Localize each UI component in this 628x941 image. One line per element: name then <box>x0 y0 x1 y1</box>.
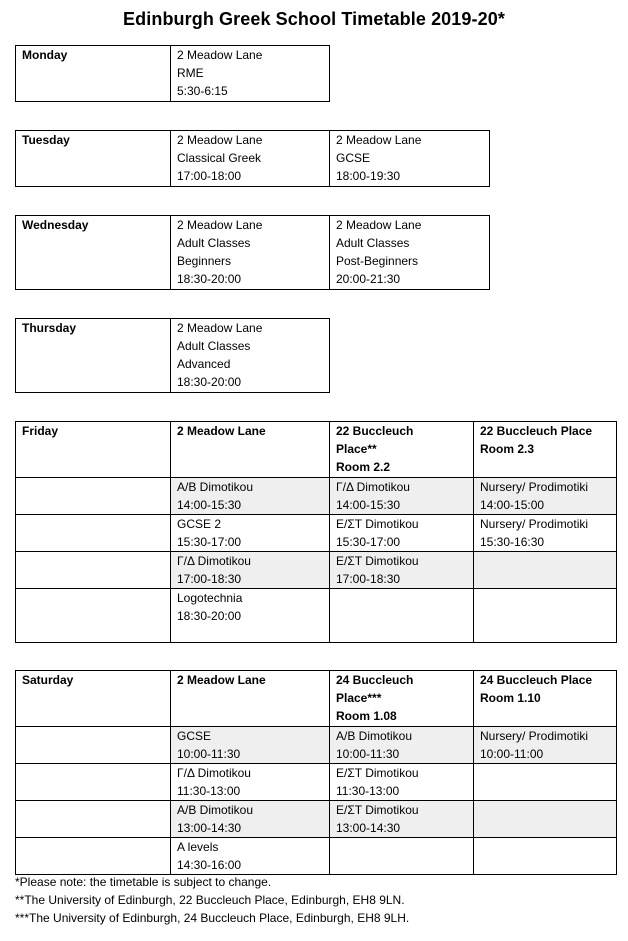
location-header <box>171 422 330 478</box>
session-cell <box>330 515 474 552</box>
room-text: Room 1.08 <box>336 709 397 723</box>
session-cell <box>330 131 490 187</box>
day-spacer <box>16 589 171 643</box>
time-text: 14:00-15:30 <box>336 498 401 512</box>
class-text: Adult Classes <box>177 236 251 250</box>
location-header <box>474 422 617 478</box>
empty-cell <box>474 764 617 801</box>
day-spacer <box>16 801 171 838</box>
time-text: 18:00-19:30 <box>336 169 401 183</box>
location-text: 2 Meadow Lane <box>177 133 263 147</box>
class-text: E/ΣT Dimotikou <box>336 517 419 531</box>
location-header <box>330 422 474 478</box>
session-cell <box>171 552 330 589</box>
location-text: 2 Meadow Lane <box>177 321 263 335</box>
day-label-thursday: Thursday <box>16 319 171 393</box>
session-cell <box>171 764 330 801</box>
friday-table <box>15 421 617 643</box>
time-text: 10:00-11:30 <box>336 747 400 761</box>
session-cell <box>474 478 617 515</box>
room-text: Room 1.10 <box>480 691 541 705</box>
location-text: Place*** <box>336 691 382 705</box>
session-cell <box>171 46 330 102</box>
footnote: *Please note: the timetable is subject to change. <box>15 875 272 889</box>
day-label-wednesday: Wednesday <box>16 216 171 290</box>
time-text: 14:30-16:00 <box>177 858 242 872</box>
location-text: 2 Meadow Lane <box>177 218 263 232</box>
class-text: A/B Dimotikou <box>336 729 413 743</box>
time-text: 18:30-20:00 <box>177 272 242 286</box>
day-spacer <box>16 478 171 515</box>
class-text: Nursery/ Prodimotiki <box>480 480 589 494</box>
class-text: Nursery/ Prodimotiki <box>480 729 589 743</box>
session-cell <box>330 801 474 838</box>
class-text: Γ/Δ Dimotikou <box>177 554 251 568</box>
class-text: Nursery/ Prodimotiki <box>480 517 589 531</box>
class-text: A/B Dimotikou <box>177 803 254 817</box>
session-cell <box>330 552 474 589</box>
session-cell <box>171 515 330 552</box>
time-text: 18:30-20:00 <box>177 375 242 389</box>
location-text: 22 Buccleuch Place <box>480 424 593 438</box>
session-cell <box>171 838 330 875</box>
class-text: RME <box>177 66 204 80</box>
class-text: A/B Dimotikou <box>177 480 254 494</box>
session-cell <box>330 478 474 515</box>
level-text: Post-Beginners <box>336 254 419 268</box>
time-text: 17:00-18:30 <box>336 572 401 586</box>
session-cell <box>171 131 330 187</box>
tuesday-table <box>15 130 490 187</box>
time-text: 20:00-21:30 <box>336 272 401 286</box>
class-text: A levels <box>177 840 219 854</box>
empty-cell <box>474 589 617 643</box>
session-cell <box>171 801 330 838</box>
class-text: E/ΣT Dimotikou <box>336 803 419 817</box>
saturday-table <box>15 670 617 875</box>
footnote: **The University of Edinburgh, 22 Buccleuch Place, Edinburgh, EH8 9LN. <box>15 893 405 907</box>
class-text: Adult Classes <box>177 339 251 353</box>
time-text: 15:30-16:30 <box>480 535 545 549</box>
class-text: Γ/Δ Dimotikou <box>336 480 410 494</box>
empty-cell <box>474 801 617 838</box>
session-cell <box>330 764 474 801</box>
class-text: Logotechnia <box>177 591 243 605</box>
day-label-monday: Monday <box>16 46 171 102</box>
session-cell <box>474 515 617 552</box>
location-text: 22 Buccleuch <box>336 424 414 438</box>
time-text: 14:00-15:00 <box>480 498 545 512</box>
level-text: Advanced <box>177 357 231 371</box>
time-text: 5:30-6:15 <box>177 84 228 98</box>
room-text: Room 2.3 <box>480 442 535 456</box>
footnotes <box>15 873 409 927</box>
time-text: 17:00-18:00 <box>177 169 242 183</box>
footnote: ***The University of Edinburgh, 24 Buccleuch Place, Edinburgh, EH8 9LH. <box>15 911 410 925</box>
wednesday-table <box>15 215 490 290</box>
empty-cell <box>330 838 474 875</box>
day-spacer <box>16 552 171 589</box>
empty-cell <box>330 589 474 643</box>
time-text: 13:00-14:30 <box>336 821 401 835</box>
time-text: 15:30-17:00 <box>336 535 401 549</box>
class-text: Adult Classes <box>336 236 410 250</box>
location-header <box>330 671 474 727</box>
class-text: GCSE <box>336 151 371 165</box>
room-text: Room 2.2 <box>336 460 391 474</box>
session-cell <box>171 319 330 393</box>
level-text: Beginners <box>177 254 232 268</box>
time-text: 14:00-15:30 <box>177 498 242 512</box>
time-text: 10:00-11:00 <box>480 747 544 761</box>
monday-table <box>15 45 330 102</box>
location-text: 2 Meadow Lane <box>336 133 422 147</box>
time-text: 11:30-13:00 <box>336 784 400 798</box>
empty-cell <box>474 838 617 875</box>
class-text: GCSE 2 <box>177 517 222 531</box>
session-cell <box>330 216 490 290</box>
session-cell <box>171 727 330 764</box>
location-text: 2 Meadow Lane <box>177 48 263 62</box>
class-text: GCSE <box>177 729 212 743</box>
time-text: 18:30-20:00 <box>177 609 242 623</box>
location-text: 24 Buccleuch Place <box>480 673 593 687</box>
location-text: Place** <box>336 442 377 456</box>
location-header <box>474 671 617 727</box>
class-text: E/ΣT Dimotikou <box>336 766 419 780</box>
session-cell <box>171 216 330 290</box>
day-spacer <box>16 727 171 764</box>
thursday-table <box>15 318 330 393</box>
day-spacer <box>16 764 171 801</box>
session-cell <box>171 589 330 643</box>
time-text: 10:00-11:30 <box>177 747 241 761</box>
time-text: 13:00-14:30 <box>177 821 242 835</box>
location-text: 2 Meadow Lane <box>336 218 422 232</box>
class-text: Γ/Δ Dimotikou <box>177 766 251 780</box>
location-text: 2 Meadow Lane <box>177 673 266 687</box>
day-label-tuesday: Tuesday <box>16 131 171 187</box>
time-text: 17:00-18:30 <box>177 572 242 586</box>
class-text: Classical Greek <box>177 151 262 165</box>
session-cell <box>171 478 330 515</box>
day-label-friday: Friday <box>16 422 171 478</box>
time-text: 11:30-13:00 <box>177 784 241 798</box>
session-cell <box>474 727 617 764</box>
class-text: E/ΣT Dimotikou <box>336 554 419 568</box>
location-text: 2 Meadow Lane <box>177 424 266 438</box>
page-title: Edinburgh Greek School Timetable 2019-20* <box>123 9 505 29</box>
session-cell <box>330 727 474 764</box>
day-spacer <box>16 515 171 552</box>
location-header <box>171 671 330 727</box>
day-spacer <box>16 838 171 875</box>
location-text: 24 Buccleuch <box>336 673 414 687</box>
time-text: 15:30-17:00 <box>177 535 242 549</box>
empty-cell <box>474 552 617 589</box>
day-label-saturday: Saturday <box>16 671 171 727</box>
